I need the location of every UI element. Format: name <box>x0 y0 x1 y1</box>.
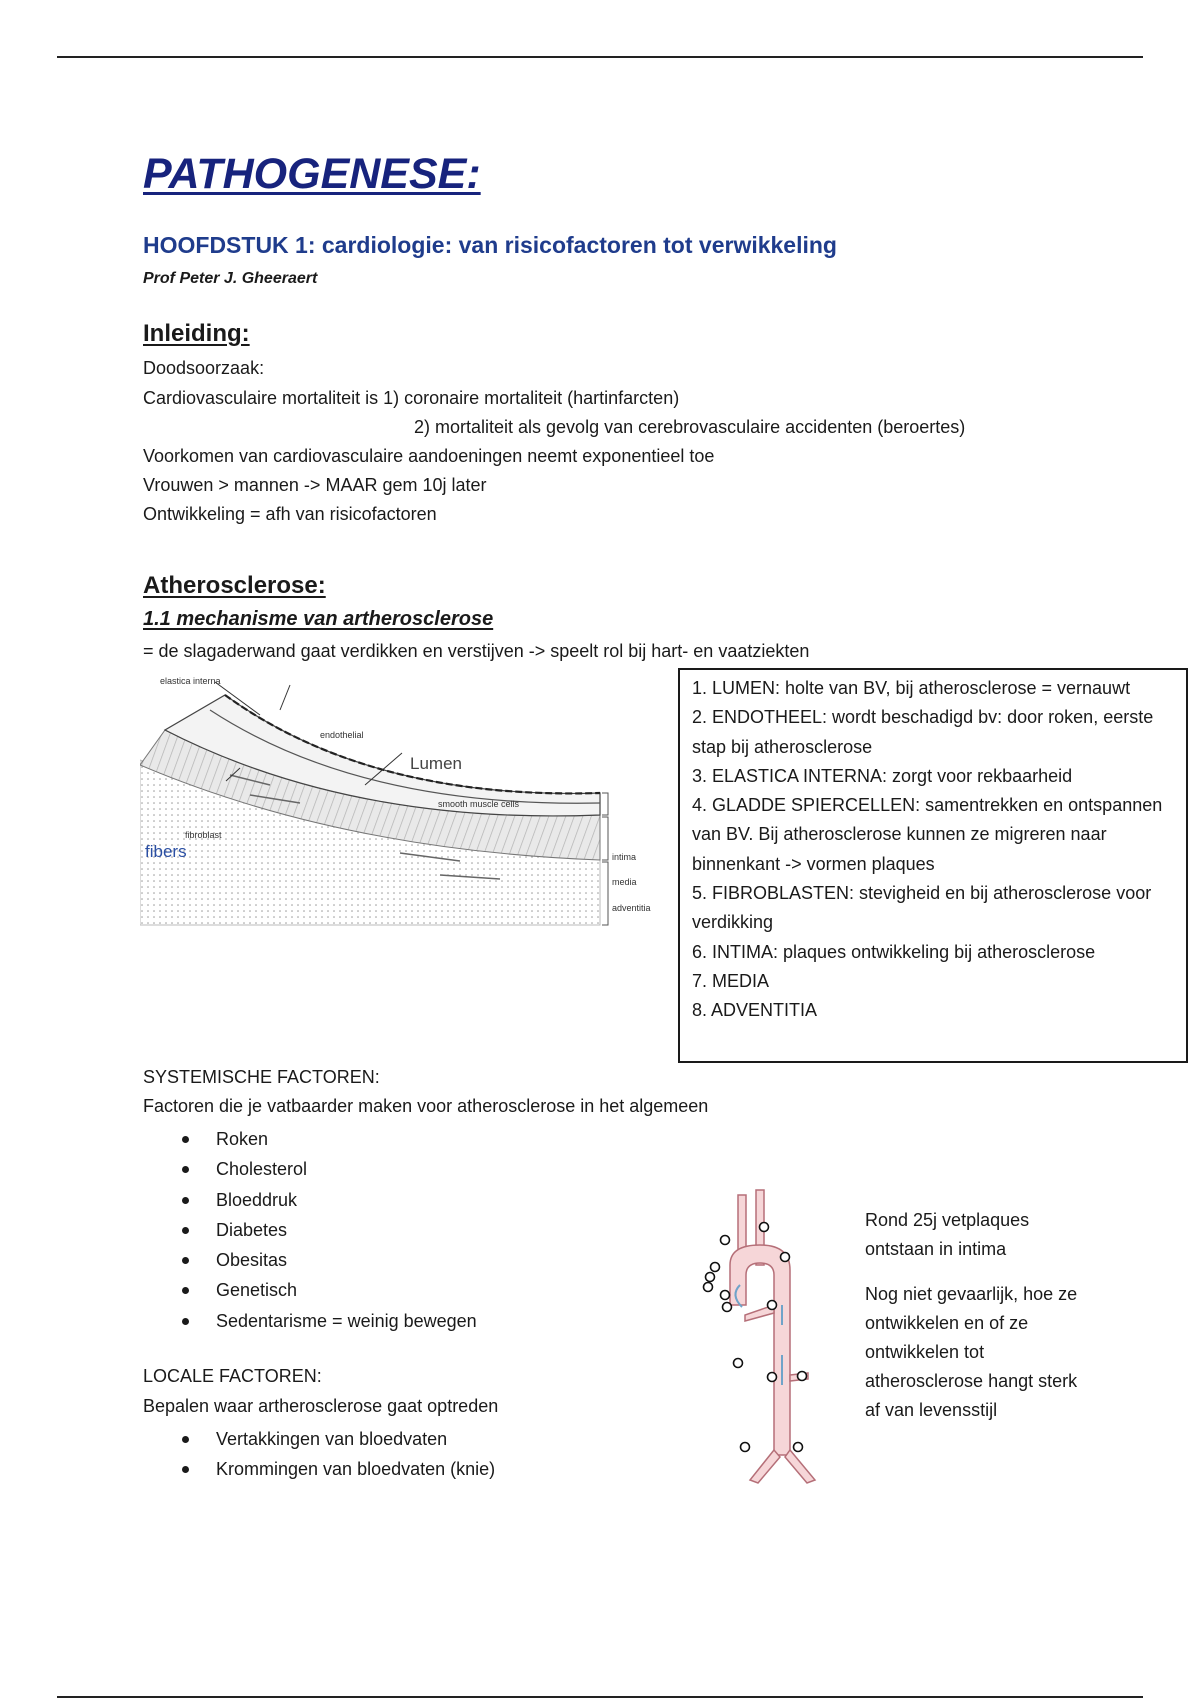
local-heading: LOCALE FACTOREN: <box>143 1366 322 1386</box>
list-item: Roken <box>182 1124 477 1154</box>
intro-line: Cardiovasculaire mortaliteit is 1) coronaire mortaliteit (hartinfarcten) <box>143 388 680 408</box>
label-fibroblast: fibroblast <box>185 830 222 840</box>
iliac-right <box>785 1450 815 1483</box>
plaque-marker <box>721 1291 730 1300</box>
plaque-marker <box>734 1359 743 1368</box>
top-rule <box>57 56 1143 58</box>
legend-item: 7. MEDIA <box>692 970 770 991</box>
list-item: Obesitas <box>182 1245 477 1275</box>
label-media: media <box>612 877 637 887</box>
plaque-marker <box>760 1223 769 1232</box>
plaque-marker <box>721 1236 730 1245</box>
label-fibers: fibers <box>145 842 187 861</box>
local-description: Bepalen waar artherosclerose gaat optreden <box>143 1396 499 1416</box>
list-item: Genetisch <box>182 1275 477 1305</box>
list-item: Sedentarisme = weinig bewegen <box>182 1306 477 1336</box>
plaque-marker <box>706 1273 715 1282</box>
aorta <box>730 1245 790 1455</box>
author-line: Prof Peter J. Gheeraert <box>143 270 318 287</box>
label-endothelial: endothelial <box>320 730 364 740</box>
legend-item: 2. ENDOTHEEL: wordt beschadigd bv: door roken, eerste stap bij atherosclerose <box>692 707 1154 757</box>
plaque-marker <box>794 1443 803 1452</box>
iliac-left <box>750 1450 780 1483</box>
label-elastica: elastica interna <box>160 676 221 686</box>
list-item: Krommingen van bloedvaten (knie) <box>182 1454 495 1484</box>
legend-item: 5. FIBROBLASTEN: stevigheid en bij atherosclerose voor verdikking <box>692 883 1152 933</box>
plaque-marker <box>723 1303 732 1312</box>
systemic-description: Factoren die je vatbaarder maken voor atherosclerose in het algemeen <box>143 1096 709 1116</box>
systemic-list <box>182 1124 477 1336</box>
vessel-wall-figure <box>140 675 670 930</box>
legend-item: 3. ELASTICA INTERNA: zorgt voor rekbaarheid <box>692 765 1073 786</box>
intro-line: 2) mortaliteit als gevolg van cerebrovasculaire accidenten (beroertes) <box>414 417 966 437</box>
plaque-marker <box>798 1372 807 1381</box>
arterial-tree-figure <box>690 1185 825 1485</box>
page-title: PATHOGENESE: <box>143 150 481 198</box>
legend-item: 1. LUMEN: holte van BV, bij atherosclerose = vernauwt <box>692 678 1131 698</box>
intro-line: Voorkomen van cardiovasculaire aandoeningen neemt exponentieel toe <box>143 446 715 466</box>
list-item: Cholesterol <box>182 1154 477 1184</box>
athero-subheading: 1.1 mechanisme van artherosclerose <box>143 608 494 630</box>
plaque-marker <box>711 1263 720 1272</box>
legend-item: 8. ADVENTITIA <box>692 1000 818 1021</box>
athero-definition: = de slagaderwand gaat verdikken en verstijven -> speelt rol bij hart- en vaatziekten <box>143 641 810 661</box>
list-item: Bloeddruk <box>182 1185 477 1215</box>
intro-line: Doodsoorzaak: <box>143 358 265 378</box>
list-item: Diabetes <box>182 1215 477 1245</box>
intro-line: Ontwikkeling = afh van risicofactoren <box>143 504 437 524</box>
list-item: Vertakkingen van bloedvaten <box>182 1424 495 1454</box>
plaque-marker <box>768 1373 777 1382</box>
side-note-1: Rond 25j vetplaques ontstaan in intima <box>865 1210 1030 1259</box>
layer-legend-box <box>678 668 1188 1063</box>
legend-item: 4. GLADDE SPIERCELLEN: samentrekken en ontspannen van BV. Bij atherosclerose kunnen ze migreren naar binnenkant -> vormen plaques <box>692 795 1163 874</box>
plaque-marker <box>768 1301 777 1310</box>
intro-heading: Inleiding: <box>143 320 250 347</box>
label-lumen: Lumen <box>410 754 462 773</box>
legend-item: 6. INTIMA: plaques ontwikkeling bij atherosclerose <box>692 941 1096 962</box>
chapter-heading: HOOFDSTUK 1: cardiologie: van risicofactoren tot verwikkeling <box>143 232 837 258</box>
systemic-heading: SYSTEMISCHE FACTOREN: <box>143 1067 380 1087</box>
intro-line: Vrouwen > mannen -> MAAR gem 10j later <box>143 475 487 495</box>
label-intima: intima <box>612 852 637 862</box>
local-list <box>182 1424 495 1485</box>
athero-heading: Atherosclerose: <box>143 572 326 599</box>
side-note-2: Nog niet gevaarlijk, hoe ze ontwikkelen en of ze ontwikkelen tot atherosclerose hangt sterk af van levensstijl <box>865 1284 1078 1420</box>
plaque-marker <box>781 1253 790 1262</box>
plaque-marker <box>741 1443 750 1452</box>
bottom-rule <box>57 1696 1143 1698</box>
label-smooth-muscle: smooth muscle cells <box>438 799 520 809</box>
plaque-marker <box>704 1283 713 1292</box>
label-adventitia: adventitia <box>612 903 651 913</box>
